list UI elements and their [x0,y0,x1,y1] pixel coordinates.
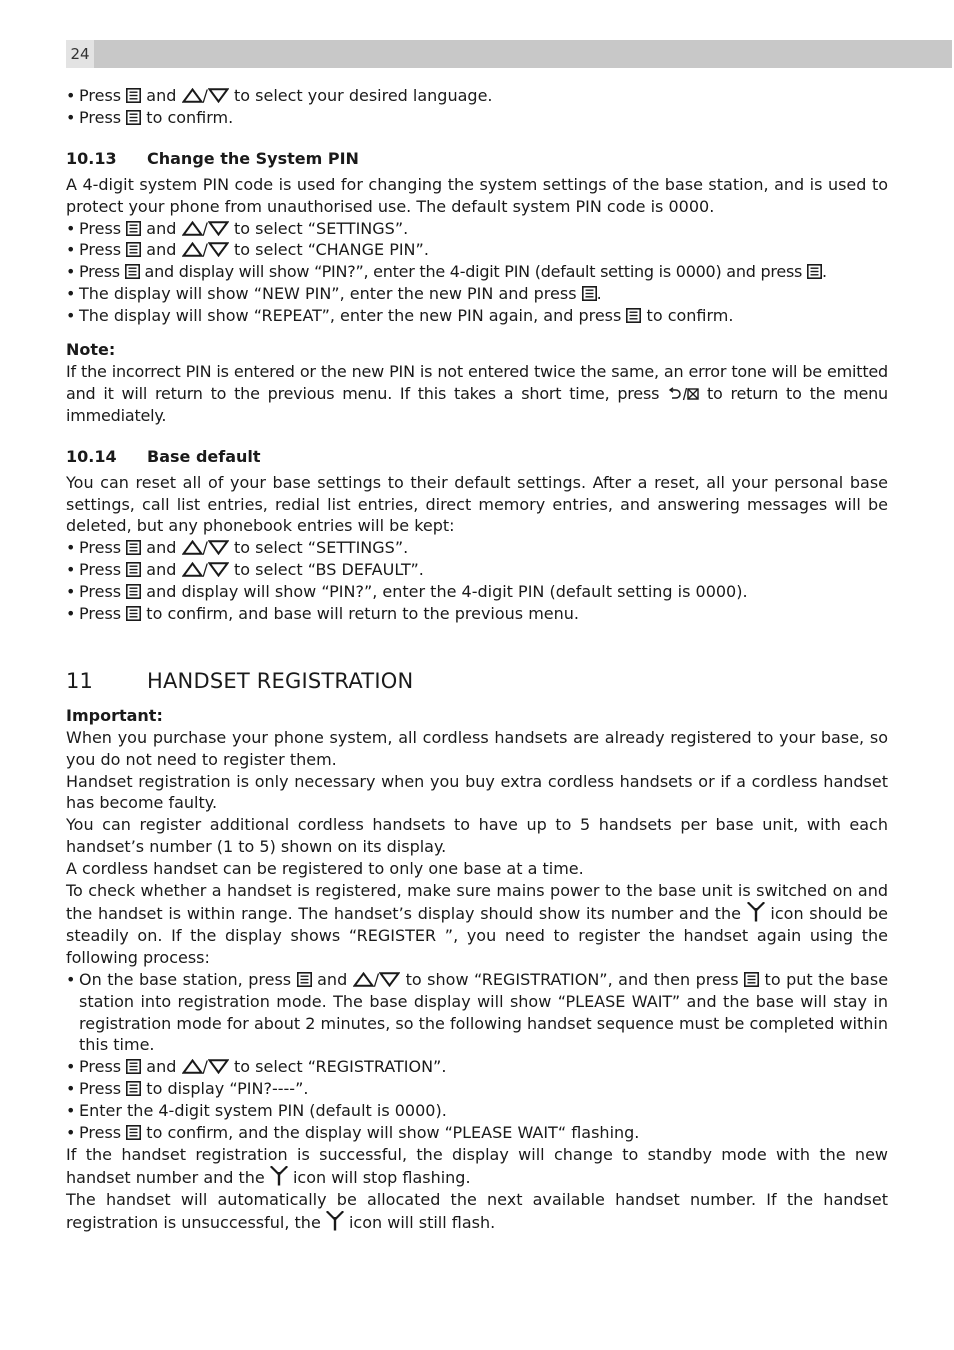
header-bar [66,40,952,68]
list-item: • Press and / to select “REGISTRATION”. [66,1057,447,1077]
menu-key-icon [126,1081,141,1096]
list-item: • Press and / to select your desired language. [66,86,493,105]
down-triangle-icon [208,242,229,257]
paragraph: You can register additional cordless handsets to have up to 5 handsets per base unit, with each handset’s number (1 to 5) shown on its display. [66,815,888,857]
list-item: • Press to confirm, and the display will show “PLEASE WAIT“ flashing. [66,1123,640,1143]
paragraph: The handset will automatically be allocated the next available handset number. If the handset registration is unsuccessful, the icon will still flash. [66,1189,888,1232]
menu-key-icon [126,88,141,103]
menu-key-icon [126,221,141,236]
section-heading-10-13: 10.13 Change the System PIN [66,148,359,168]
up-triangle-icon [182,1059,203,1074]
important-label: Important: [66,705,163,725]
down-triangle-icon [208,221,229,236]
paragraph: When you purchase your phone system, all cordless handsets are already registered to your base, so you do not need to register them. [66,727,888,769]
paragraph: If the handset registration is successful, the display will change to standby mode with the new handset number and the icon will stop flashing. [66,1144,888,1187]
back-clear-icon [667,387,699,401]
page-number: 24 [66,40,94,68]
up-triangle-icon [182,242,203,257]
down-triangle-icon [208,88,229,103]
up-triangle-icon [182,221,203,236]
down-triangle-icon [208,540,229,555]
list-item: • Press to confirm. [66,107,234,127]
menu-key-icon [744,972,759,987]
paragraph: To check whether a handset is registered, make sure mains power to the base unit is switched on and the handset is within range. The handset’s display should show its number and the icon should be steadily on. If the display shows “REGISTER ”, you need to register the handset again using the following process: [66,881,888,967]
list-item: • Press and / to select “CHANGE PIN”. [66,240,429,260]
note-label: Note: [66,340,116,360]
down-triangle-icon [208,1059,229,1074]
up-triangle-icon [182,88,203,103]
menu-key-icon [125,264,140,279]
up-triangle-icon [353,972,374,987]
list-item: • On the base station, press and / to show “REGISTRATION”, and then press to put the base station into registration mode. The base display will show “PLEASE WAIT” and the base will stay in registration mode for about 2 minutes, so the following handset sequence must be completed within this time. [66,969,889,1055]
paragraph: A 4-digit system PIN code is used for changing the system settings of the base station, and is used to protect your phone from unauthorised use. The default system PIN code is 0000. [66,174,888,216]
paragraph: You can reset all of your base settings to their default settings. After a reset, all your personal base settings, call list entries, redial list entries, direct memory entries, and answering messages will be deleted, but any phonebook entries will be kept: [66,472,888,536]
antenna-icon [270,1166,288,1186]
list-item: • Press to display “PIN?----”. [66,1079,309,1099]
menu-key-icon [126,562,141,577]
up-triangle-icon [182,540,203,555]
list-item: • Press and / to select “SETTINGS”. [66,538,409,558]
menu-key-icon [582,286,597,301]
down-triangle-icon [379,972,400,987]
antenna-icon [326,1211,344,1231]
section-heading-10-14: 10.14 Base default [66,446,261,466]
menu-key-icon [126,606,141,621]
menu-key-icon [126,1125,141,1140]
list-item: • Press and display will show “PIN?”, enter the 4-digit PIN (default setting is 0000) and press . [66,262,827,282]
list-item: • Press and / to select “BS DEFAULT”. [66,560,424,580]
menu-key-icon [626,308,641,323]
page-content [66,85,888,1234]
list-item: • The display will show “REPEAT”, enter the new PIN again, and press to confirm. [66,306,734,326]
list-item: • Enter the 4-digit system PIN (default is 0000). [66,1101,447,1121]
menu-key-icon [126,584,141,599]
down-triangle-icon [208,562,229,577]
menu-key-icon [126,110,141,125]
list-item: • Press and / to select “SETTINGS”. [66,218,409,238]
menu-key-icon [807,264,822,279]
list-item: • Press and display will show “PIN?”, enter the 4-digit PIN (default setting is 0000). [66,582,748,602]
menu-key-icon [297,972,312,987]
list-item: • The display will show “NEW PIN”, enter the new PIN and press . [66,284,602,304]
list-item: • Press to confirm, and base will return to the previous menu. [66,604,580,624]
chapter-heading-11: 11 HANDSET REGISTRATION [66,668,414,693]
up-triangle-icon [182,562,203,577]
paragraph: Handset registration is only necessary when you buy extra cordless handsets or if a cordless handset has become faulty. [66,771,888,813]
note-text: If the incorrect PIN is entered or the new PIN is not entered twice the same, an error tone will be emitted and it will return to the previous menu. If this takes a short time, press to return to the menu immediately. [66,361,888,425]
paragraph: A cordless handset can be registered to only one base at a time. [66,859,584,879]
menu-key-icon [126,1059,141,1074]
menu-key-icon [126,242,141,257]
menu-key-icon [126,540,141,555]
antenna-icon [747,902,765,922]
